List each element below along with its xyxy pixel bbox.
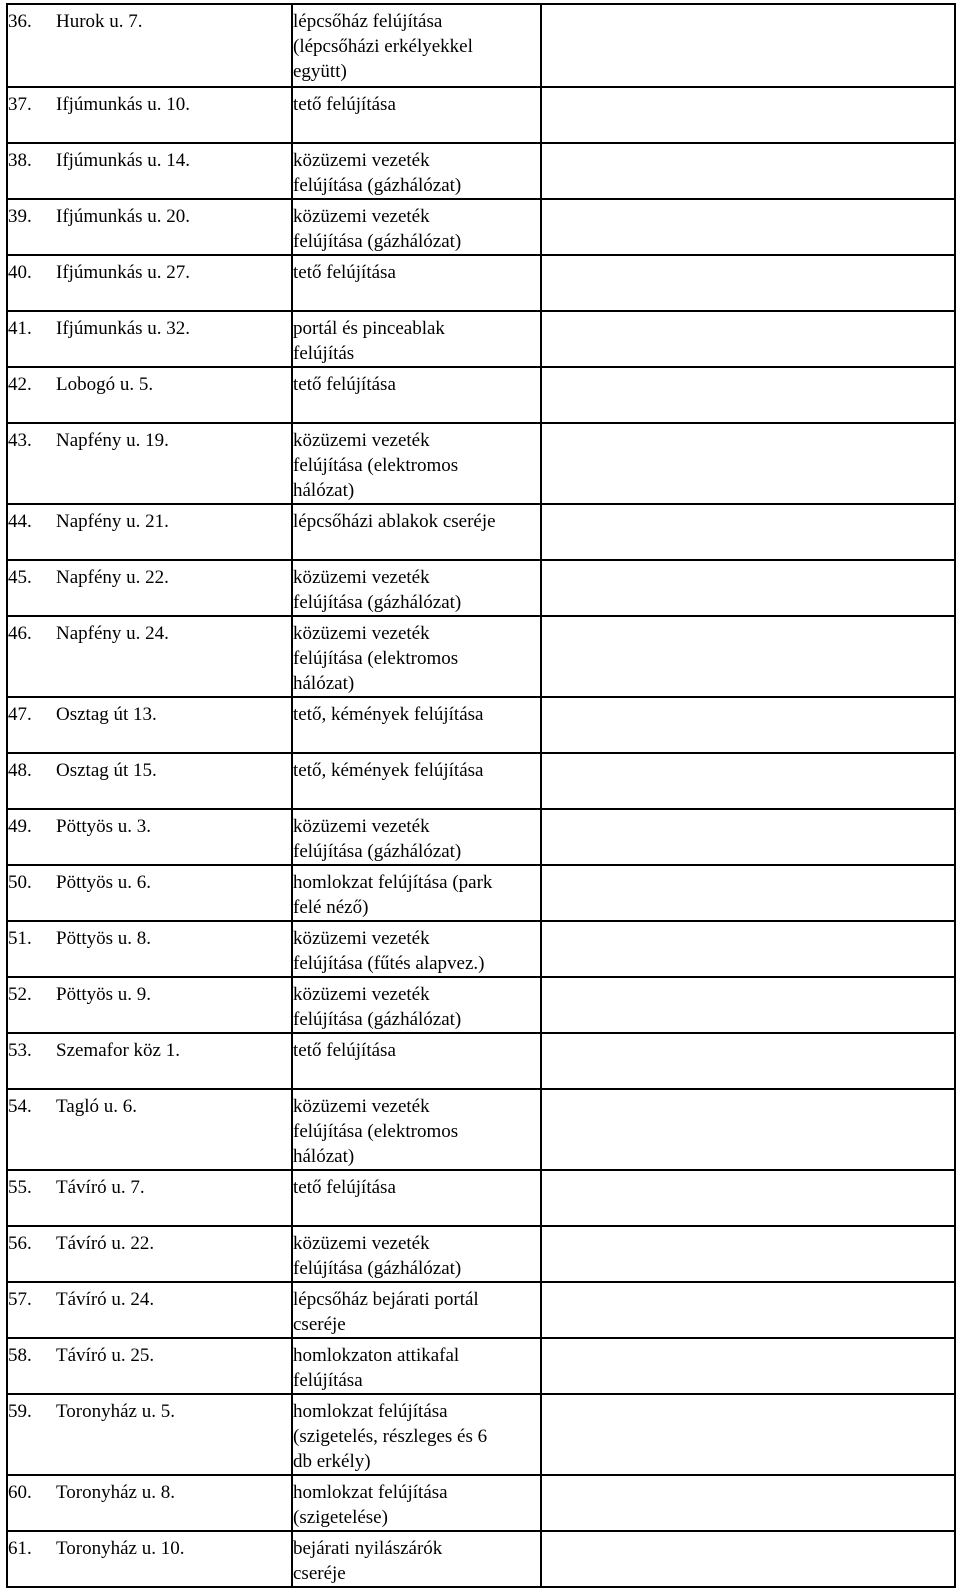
work-cell — [292, 1531, 541, 1587]
table-row — [7, 865, 955, 921]
address: Ifjúmunkás u. 10. — [56, 94, 191, 115]
work-line: felújítása (gázhálózat) — [293, 1009, 462, 1030]
address-cell — [7, 809, 292, 865]
renovation-table-body — [7, 4, 955, 1587]
work-line: közüzemi vezeték — [293, 816, 430, 837]
address: Toronyház u. 10. — [56, 1538, 185, 1559]
address: Toronyház u. 5. — [56, 1401, 175, 1422]
work-line: együtt) — [293, 61, 347, 82]
table-row — [7, 977, 955, 1033]
work-cell — [292, 1282, 541, 1338]
work-line: homlokzat felújítása — [293, 1401, 448, 1422]
address: Ifjúmunkás u. 14. — [56, 150, 191, 171]
row-number: 54. — [8, 1096, 32, 1117]
address-cell — [7, 1394, 292, 1475]
address-cell — [7, 1531, 292, 1587]
table-row — [7, 921, 955, 977]
work-line: homlokzaton attikafal — [293, 1345, 460, 1366]
row-number: 52. — [8, 984, 32, 1005]
row-number: 47. — [8, 704, 32, 725]
work-line: bejárati nyilászárók — [293, 1538, 443, 1559]
table-row — [7, 255, 955, 311]
row-number: 44. — [8, 511, 32, 532]
work-line: felújítása (elektromos — [293, 455, 459, 476]
work-line: homlokzat felújítása (park — [293, 872, 493, 893]
empty-cell — [541, 1089, 955, 1170]
address: Távíró u. 22. — [56, 1233, 155, 1254]
work-line: tető felújítása — [293, 374, 396, 395]
work-cell — [292, 1394, 541, 1475]
address-cell — [7, 311, 292, 367]
table-row — [7, 1394, 955, 1475]
address-cell — [7, 504, 292, 560]
address-cell — [7, 1033, 292, 1089]
empty-cell — [541, 865, 955, 921]
work-cell — [292, 4, 541, 87]
address: Pöttyös u. 9. — [56, 984, 152, 1005]
address: Napfény u. 21. — [56, 511, 169, 532]
work-line: (szigetelése) — [293, 1507, 388, 1528]
address: Ifjúmunkás u. 20. — [56, 206, 191, 227]
empty-cell — [541, 921, 955, 977]
work-line: felújítása (gázhálózat) — [293, 1258, 462, 1279]
empty-cell — [541, 753, 955, 809]
work-line: közüzemi vezeték — [293, 1233, 430, 1254]
address-cell — [7, 87, 292, 143]
work-line: felújítása — [293, 1370, 363, 1391]
work-line: közüzemi vezeték — [293, 984, 430, 1005]
row-number: 42. — [8, 374, 32, 395]
address: Osztag út 13. — [56, 704, 157, 725]
work-cell — [292, 865, 541, 921]
address: Osztag út 15. — [56, 760, 157, 781]
work-line: hálózat) — [293, 1146, 355, 1167]
table-row — [7, 1338, 955, 1394]
table-row — [7, 199, 955, 255]
address-cell — [7, 560, 292, 616]
table-row — [7, 1531, 955, 1587]
row-number: 58. — [8, 1345, 32, 1366]
address: Pöttyös u. 6. — [56, 872, 152, 893]
table-row — [7, 504, 955, 560]
work-cell — [292, 977, 541, 1033]
work-line: közüzemi vezeték — [293, 206, 430, 227]
work-line: közüzemi vezeték — [293, 567, 430, 588]
work-cell — [292, 311, 541, 367]
address-cell — [7, 1089, 292, 1170]
table-row — [7, 1282, 955, 1338]
empty-cell — [541, 1033, 955, 1089]
work-line: közüzemi vezeték — [293, 928, 430, 949]
table-row — [7, 311, 955, 367]
work-line: tető, kémények felújítása — [293, 760, 484, 781]
empty-cell — [541, 1338, 955, 1394]
address-cell — [7, 423, 292, 504]
empty-cell — [541, 1475, 955, 1531]
work-cell — [292, 199, 541, 255]
row-number: 36. — [8, 11, 32, 32]
work-line: (lépcsőházi erkélyekkel — [293, 36, 473, 57]
address-cell — [7, 1170, 292, 1226]
address: Szemafor köz 1. — [56, 1040, 180, 1061]
work-cell — [292, 1338, 541, 1394]
address-cell — [7, 1226, 292, 1282]
work-cell — [292, 504, 541, 560]
table-row — [7, 4, 955, 87]
work-cell — [292, 1475, 541, 1531]
address-cell — [7, 143, 292, 199]
address-cell — [7, 921, 292, 977]
address-cell — [7, 199, 292, 255]
row-number: 56. — [8, 1233, 32, 1254]
work-line: (szigetelés, részleges és 6 — [293, 1426, 488, 1447]
work-cell — [292, 423, 541, 504]
address: Tagló u. 6. — [56, 1096, 137, 1117]
work-line: felújítása (gázhálózat) — [293, 592, 462, 613]
row-number: 39. — [8, 206, 32, 227]
work-line: tető felújítása — [293, 262, 396, 283]
renovation-table — [6, 3, 956, 1588]
empty-cell — [541, 697, 955, 753]
work-cell — [292, 87, 541, 143]
row-number: 57. — [8, 1289, 32, 1310]
address-cell — [7, 255, 292, 311]
table-row — [7, 1226, 955, 1282]
row-number: 43. — [8, 430, 32, 451]
table-row — [7, 87, 955, 143]
work-line: tető felújítása — [293, 1040, 396, 1061]
work-cell — [292, 1089, 541, 1170]
address: Ifjúmunkás u. 32. — [56, 318, 191, 339]
address-cell — [7, 1282, 292, 1338]
address: Pöttyös u. 3. — [56, 816, 152, 837]
work-line: hálózat) — [293, 480, 355, 501]
work-line: felújítása (gázhálózat) — [293, 231, 462, 252]
empty-cell — [541, 199, 955, 255]
address: Távíró u. 24. — [56, 1289, 155, 1310]
address-cell — [7, 4, 292, 87]
table-row — [7, 753, 955, 809]
work-cell — [292, 753, 541, 809]
work-line: felújítás — [293, 343, 355, 364]
work-cell — [292, 143, 541, 199]
table-row — [7, 1033, 955, 1089]
address-cell — [7, 1475, 292, 1531]
work-line: lépcsőház felújítása — [293, 11, 443, 32]
work-line: tető, kémények felújítása — [293, 704, 484, 725]
address-cell — [7, 367, 292, 423]
empty-cell — [541, 809, 955, 865]
table-row — [7, 143, 955, 199]
work-cell — [292, 616, 541, 697]
row-number: 60. — [8, 1482, 32, 1503]
work-line: felújítása (elektromos — [293, 1121, 459, 1142]
work-cell — [292, 1033, 541, 1089]
table-row — [7, 1089, 955, 1170]
empty-cell — [541, 977, 955, 1033]
row-number: 40. — [8, 262, 32, 283]
work-line: hálózat) — [293, 673, 355, 694]
address-cell — [7, 753, 292, 809]
row-number: 37. — [8, 94, 32, 115]
row-number: 38. — [8, 150, 32, 171]
row-number: 48. — [8, 760, 32, 781]
work-line: közüzemi vezeték — [293, 1096, 430, 1117]
empty-cell — [541, 504, 955, 560]
work-line: cseréje — [293, 1563, 346, 1584]
empty-cell — [541, 311, 955, 367]
address-cell — [7, 1338, 292, 1394]
work-cell — [292, 1226, 541, 1282]
table-row — [7, 1475, 955, 1531]
work-cell — [292, 255, 541, 311]
empty-cell — [541, 143, 955, 199]
work-cell — [292, 809, 541, 865]
address: Toronyház u. 8. — [56, 1482, 175, 1503]
empty-cell — [541, 1282, 955, 1338]
empty-cell — [541, 1531, 955, 1587]
work-line: homlokzat felújítása — [293, 1482, 448, 1503]
row-number: 45. — [8, 567, 32, 588]
work-line: lépcsőházi ablakok cseréje — [293, 511, 496, 532]
work-cell — [292, 560, 541, 616]
address: Napfény u. 24. — [56, 623, 169, 644]
table-row — [7, 367, 955, 423]
work-cell — [292, 1170, 541, 1226]
empty-cell — [541, 367, 955, 423]
work-cell — [292, 367, 541, 423]
table-row — [7, 423, 955, 504]
work-line: felújítása (gázhálózat) — [293, 841, 462, 862]
empty-cell — [541, 616, 955, 697]
address-cell — [7, 697, 292, 753]
empty-cell — [541, 423, 955, 504]
table-row — [7, 616, 955, 697]
work-line: db erkély) — [293, 1451, 371, 1472]
work-line: cseréje — [293, 1314, 346, 1335]
work-line: tető felújítása — [293, 1177, 396, 1198]
row-number: 55. — [8, 1177, 32, 1198]
table-row — [7, 1170, 955, 1226]
address-cell — [7, 616, 292, 697]
empty-cell — [541, 1170, 955, 1226]
work-line: közüzemi vezeték — [293, 150, 430, 171]
empty-cell — [541, 4, 955, 87]
work-line: felé néző) — [293, 897, 369, 918]
work-line: közüzemi vezeték — [293, 623, 430, 644]
work-line: felújítása (elektromos — [293, 648, 459, 669]
work-cell — [292, 921, 541, 977]
empty-cell — [541, 255, 955, 311]
work-line: közüzemi vezeték — [293, 430, 430, 451]
row-number: 50. — [8, 872, 32, 893]
work-line: felújítása (fűtés alapvez.) — [293, 953, 485, 974]
row-number: 46. — [8, 623, 32, 644]
row-number: 61. — [8, 1538, 32, 1559]
row-number: 41. — [8, 318, 32, 339]
row-number: 49. — [8, 816, 32, 837]
address: Hurok u. 7. — [56, 11, 143, 32]
table-row — [7, 560, 955, 616]
table-row — [7, 809, 955, 865]
address-cell — [7, 865, 292, 921]
empty-cell — [541, 560, 955, 616]
address: Pöttyös u. 8. — [56, 928, 152, 949]
work-line: lépcsőház bejárati portál — [293, 1289, 479, 1310]
address: Távíró u. 7. — [56, 1177, 145, 1198]
work-line: felújítása (gázhálózat) — [293, 175, 462, 196]
address-cell — [7, 977, 292, 1033]
table-row — [7, 697, 955, 753]
address: Ifjúmunkás u. 27. — [56, 262, 191, 283]
row-number: 59. — [8, 1401, 32, 1422]
row-number: 51. — [8, 928, 32, 949]
address: Lobogó u. 5. — [56, 374, 154, 395]
empty-cell — [541, 87, 955, 143]
work-cell — [292, 697, 541, 753]
empty-cell — [541, 1226, 955, 1282]
address: Távíró u. 25. — [56, 1345, 155, 1366]
empty-cell — [541, 1394, 955, 1475]
address: Napfény u. 22. — [56, 567, 169, 588]
row-number: 53. — [8, 1040, 32, 1061]
work-line: tető felújítása — [293, 94, 396, 115]
work-line: portál és pinceablak — [293, 318, 445, 339]
address: Napfény u. 19. — [56, 430, 169, 451]
